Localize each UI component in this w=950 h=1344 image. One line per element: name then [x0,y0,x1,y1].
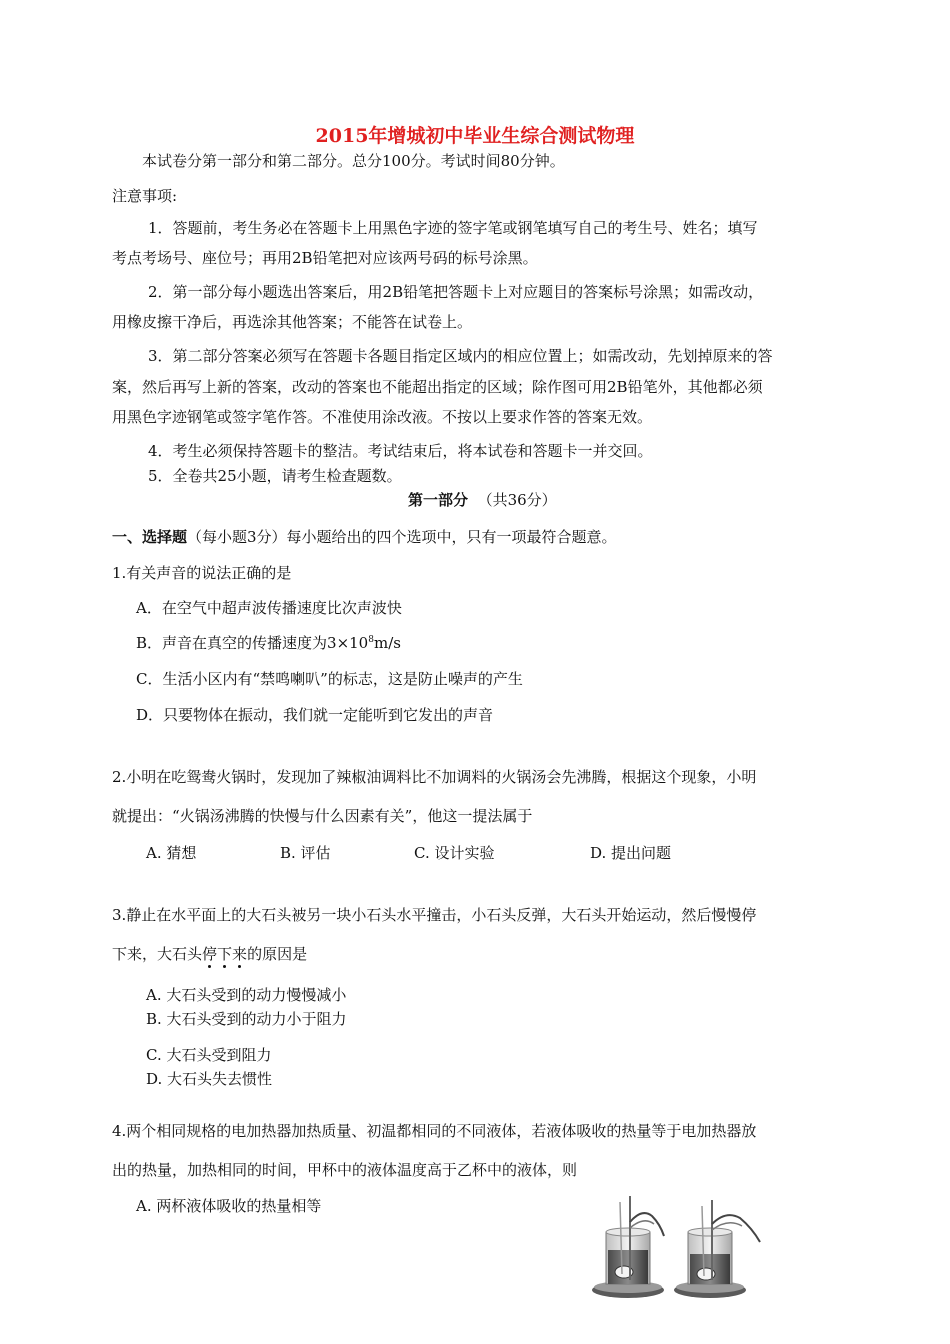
q4-stem-line-2: 出的热量，加热相同的时间，甲杯中的液体温度高于乙杯中的液体，则 [112,1161,578,1179]
q3-option-d: D. 大石头失去惯性 [146,1070,273,1088]
q4-option-a: A. 两杯液体吸收的热量相等 [136,1197,322,1215]
note-4: 4．考生必须保持答题卡的整洁。考试结束后，将本试卷和答题卡一并交回。 [148,442,653,460]
section-1-label: 一、选择题 [112,528,188,546]
section-1-heading [112,527,617,547]
q3-option-a: A. 大石头受到的动力慢慢减小 [146,986,347,1004]
notes-heading: 注意事项: [112,187,178,205]
q2-option-d: D. 提出问题 [590,844,672,862]
beakers-illustration [590,1194,790,1304]
beaker-b [674,1200,760,1298]
note-3-line-1: 3．第二部分答案必须写在答题卡各题目指定区域内的相应位置上；如需改动，先划掉原来的答 [148,347,773,365]
beaker-a [592,1196,664,1298]
note-1-line-1: 1．答题前，考生务必在答题卡上用黑色字迹的签字笔或钢笔填写自己的考生号、姓名；填写 [148,219,758,237]
q1-option-d: D．只要物体在振动，我们就一定能听到它发出的声音 [136,706,494,724]
q2-stem-line-2: 就提出：“火锅汤沸腾的快慢与什么因素有关”，他这一提法属于 [112,807,533,825]
note-3-line-3: 用黑色字迹钢笔或签字笔作答。不准使用涂改液。不按以上要求作答的答案无效。 [112,408,653,426]
beakers-figure [590,1194,790,1304]
q3-option-b: B. 大石头受到的动力小于阻力 [146,1010,347,1028]
q3-stem-tail: 的原因是 [247,945,308,963]
q3-emphasis-char-1: 停 [202,945,218,963]
note-5: 5．全卷共25小题，请考生检查题数。 [148,467,402,485]
section-1-instructions: （每小题3分）每小题给出的四个选项中，只有一项最符合题意。 [187,528,617,546]
q1-stem: 1.有关声音的说法正确的是 [112,564,292,582]
q1-option-b-text: B．声音在真空的传播速度为3×10 [136,634,369,652]
q1-option-a: A．在空气中超声波传播速度比次声波快 [136,599,402,617]
q3-stem-line-1: 3.静止在水平面上的大石头被另一块小石头水平撞击，小石头反弹，大石头开始运动，然后慢慢停 [112,906,757,924]
part-1-label: 第一部分 [408,491,469,509]
q2-stem-line-1: 2.小明在吃鸳鸯火锅时，发现加了辣椒油调料比不加调料的火锅汤会先沸腾，根据这个现象，小明 [112,768,757,786]
exam-title: 2015年增城初中毕业生综合测试物理 [315,125,635,147]
intro-text: 本试卷分第一部分和第二部分。总分100分。考试时间80分钟。 [142,152,565,170]
note-2-line-2: 用橡皮擦干净后，再选涂其他答案；不能答在试卷上。 [112,313,473,331]
q4-stem-line-1: 4.两个相同规格的电加热器加热质量、初温都相同的不同液体，若液体吸收的热量等于电加热器放 [112,1122,757,1140]
q3-emphasis-char-2: 下 [217,945,233,963]
note-2-line-1: 2．第一部分每小题选出答案后，用2B铅笔把答题卡上对应题目的答案标号涂黑；如需改动， [148,283,764,301]
q2-option-a: A. 猜想 [146,844,197,862]
part-1-heading [408,490,557,510]
q2-option-c: C. 设计实验 [414,844,495,862]
q3-emphasis-char-3: 来 [232,945,248,963]
q1-option-c: C．生活小区内有“禁鸣喇叭”的标志，这是防止噪声的产生 [136,670,523,688]
q1-option-b-exponent: 8 [368,635,374,645]
q1-option-b [136,633,401,653]
q1-option-b-unit: m/s [373,634,401,652]
note-1-line-2: 考点考场号、座位号；再用2B铅笔把对应该两号码的标号涂黑。 [112,249,538,267]
q3-stem-text: 下来，大石头 [112,945,203,963]
q2-option-b: B. 评估 [280,844,331,862]
note-3-line-2: 案，然后再写上新的答案，改动的答案也不能超出指定的区域；除作图可用2B铅笔外，其他都必须 [112,378,763,396]
part-1-score: （共36分） [477,491,557,509]
q3-stem-line-2 [112,944,307,964]
q3-option-c: C. 大石头受到阻力 [146,1046,272,1064]
